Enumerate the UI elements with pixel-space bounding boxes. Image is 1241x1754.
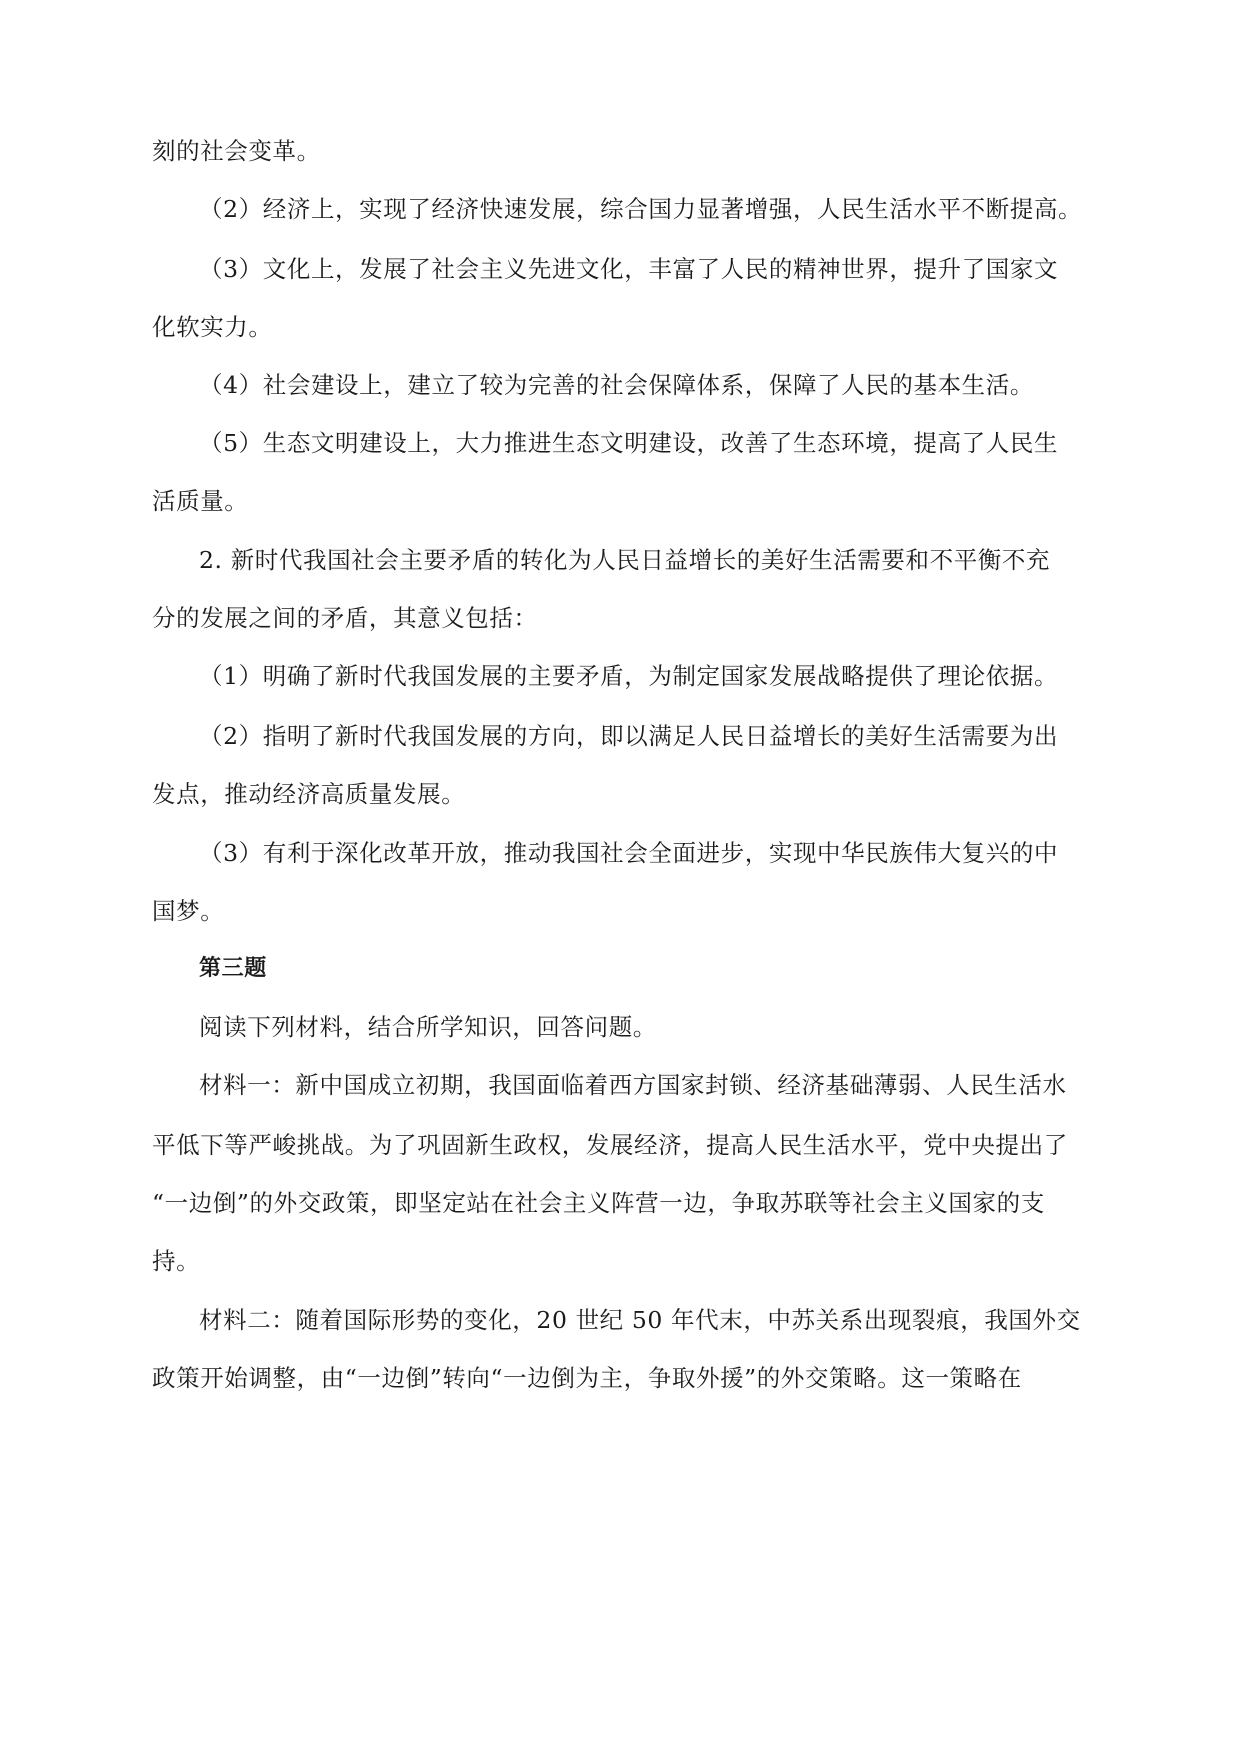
text-line: 国梦。 — [152, 897, 225, 925]
text-line: 发点，推动经济高质量发展。 — [152, 780, 466, 808]
text-line: 刻的社会变革。 — [152, 137, 321, 165]
text-line: 政策开始调整，由“一边倒”转向“一边倒为主，争取外援”的外交策略。这一策略在 — [152, 1364, 1022, 1392]
text-line: （3）文化上，发展了社会主义先进文化，丰富了人民的精神世界，提升了国家文 — [199, 255, 1059, 283]
text-line: 阅读下列材料，结合所学知识，回答问题。 — [199, 1013, 657, 1041]
text-line: （4）社会建设上，建立了较为完善的社会保障体系，保障了人民的基本生活。 — [199, 371, 1034, 399]
section-heading: 第三题 — [199, 956, 267, 981]
text-line: 2. 新时代我国社会主要矛盾的转化为人民日益增长的美好生活需要和不平衡不充 — [199, 546, 1051, 574]
text-line: 材料一：新中国成立初期，我国面临着西方国家封锁、经济基础薄弱、人民生活水 — [199, 1071, 1067, 1099]
text-line: （3）有利于深化改革开放，推动我国社会全面进步，实现中华民族伟大复兴的中 — [199, 839, 1059, 867]
text-line: 材料二：随着国际形势的变化，20 世纪 50 年代末，中苏关系出现裂痕，我国外交 — [199, 1306, 1081, 1334]
text-line: 平低下等严峻挑战。为了巩固新生政权，发展经济，提高人民生活水平，党中央提出了 — [152, 1131, 1068, 1159]
text-line: （2）指明了新时代我国发展的方向，即以满足人民日益增长的美好生活需要为出 — [199, 722, 1059, 750]
text-line: 持。 — [152, 1247, 201, 1275]
text-line: （1）明确了新时代我国发展的主要矛盾，为制定国家发展战略提供了理论依据。 — [199, 662, 1059, 690]
text-line: 分的发展之间的矛盾，其意义包括： — [152, 604, 538, 632]
text-line: 化软实力。 — [152, 313, 273, 341]
text-line: （5）生态文明建设上，大力推进生态文明建设，改善了生态环境，提高了人民生 — [199, 429, 1059, 457]
text-line: “一边倒”的外交政策，即坚定站在社会主义阵营一边，争取苏联等社会主义国家的支 — [152, 1189, 1045, 1217]
text-line: （2）经济上，实现了经济快速发展，综合国力显著增强，人民生活水平不断提高。 — [199, 195, 1083, 223]
text-line: 活质量。 — [152, 487, 249, 515]
